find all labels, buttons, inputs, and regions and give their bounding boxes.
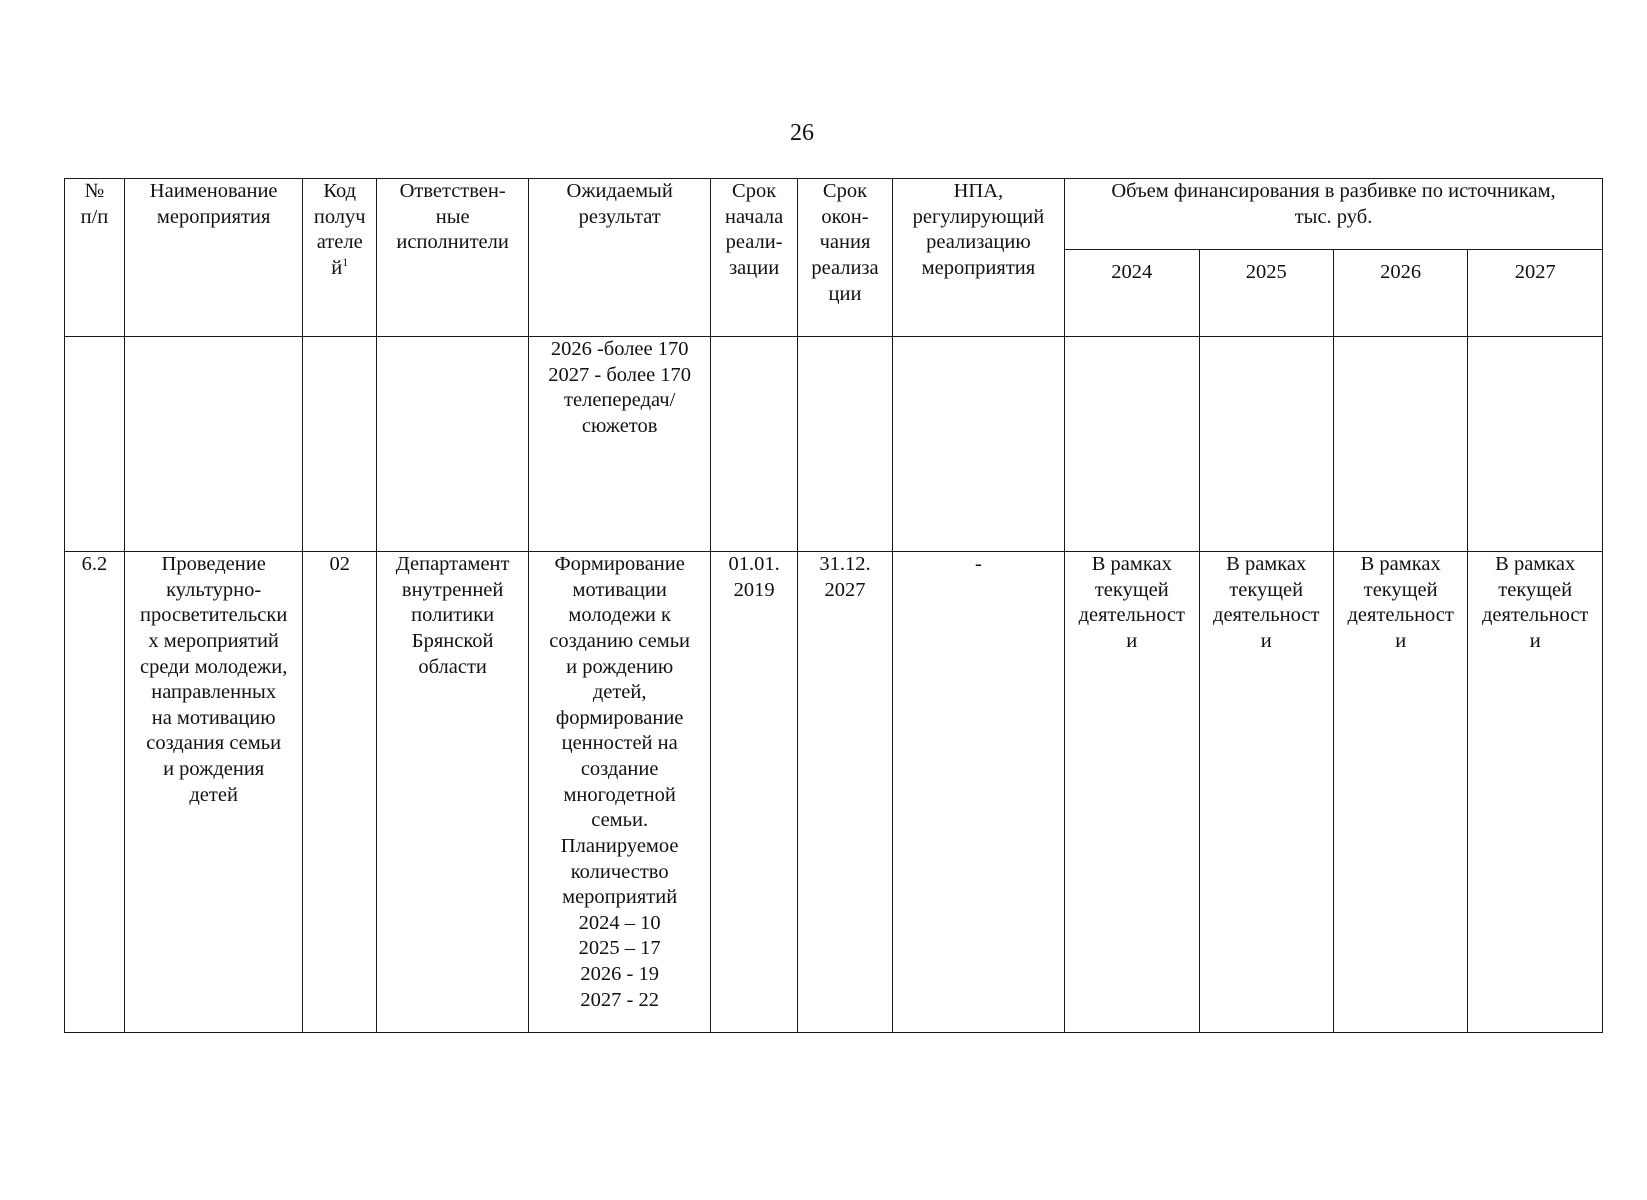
cell-empty bbox=[1333, 337, 1467, 552]
cell-result-continuation: 2026 -более 170 2027 - более 170 телепередач/ сюжетов bbox=[529, 337, 711, 552]
cell-empty bbox=[1199, 337, 1333, 552]
header-financing: Объем финансирования в разбивке по источникам, тыс. руб. bbox=[1065, 179, 1603, 250]
cell-name: Проведение культурно- просветительски х мероприятий среди молодежи, направленных на мотивацию создания семьи и рождения детей bbox=[124, 552, 303, 1033]
cell-empty bbox=[124, 337, 303, 552]
cell-empty bbox=[798, 337, 893, 552]
cell-npa: - bbox=[892, 552, 1064, 1033]
table-row-continuation bbox=[65, 337, 1603, 552]
cell-end: 31.12. 2027 bbox=[798, 552, 893, 1033]
cell-num: 6.2 bbox=[65, 552, 125, 1033]
cell-fin-2027: В рамках текущей деятельност и bbox=[1468, 552, 1603, 1033]
cell-start: 01.01. 2019 bbox=[711, 552, 798, 1033]
header-year-2025: 2025 bbox=[1199, 250, 1333, 337]
cell-empty bbox=[711, 337, 798, 552]
header-end: Срок окон- чания реализа ции bbox=[798, 179, 893, 337]
header-code-footnote: 1 bbox=[342, 255, 349, 270]
page-number: 26 bbox=[790, 120, 814, 146]
header-responsible: Ответствен- ные исполнители bbox=[376, 179, 528, 337]
table-row-6-2 bbox=[65, 552, 1603, 1033]
header-result: Ожидаемый результат bbox=[529, 179, 711, 337]
cell-empty bbox=[376, 337, 528, 552]
header-start: Срок начала реали- зации bbox=[711, 179, 798, 337]
header-name: Наименование мероприятия bbox=[124, 179, 303, 337]
measures-table bbox=[64, 178, 1603, 1033]
cell-code: 02 bbox=[303, 552, 377, 1033]
cell-empty bbox=[65, 337, 125, 552]
cell-result: Формирование мотивации молодежи к созданию семьи и рождению детей, формирование ценностей на создание многодетной семьи. Планируемое количество мероприятий 2024 – 10 2025 – 17 2026 - 19 2027 - 22 bbox=[529, 552, 711, 1033]
header-npa: НПА, регулирующий реализацию мероприятия bbox=[892, 179, 1064, 337]
cell-empty bbox=[303, 337, 377, 552]
header-num: № п/п bbox=[65, 179, 125, 337]
header-year-2027: 2027 bbox=[1468, 250, 1603, 337]
table-header-row bbox=[65, 179, 1603, 250]
cell-empty bbox=[1468, 337, 1603, 552]
cell-fin-2024: В рамках текущей деятельност и bbox=[1065, 552, 1199, 1033]
header-code-text: Код получ ателе й bbox=[313, 180, 366, 279]
cell-responsible: Департамент внутренней политики Брянской области bbox=[376, 552, 528, 1033]
header-code bbox=[303, 179, 377, 337]
header-year-2026: 2026 bbox=[1333, 250, 1467, 337]
cell-empty bbox=[892, 337, 1064, 552]
header-year-2024: 2024 bbox=[1065, 250, 1199, 337]
cell-fin-2025: В рамках текущей деятельност и bbox=[1199, 552, 1333, 1033]
cell-empty bbox=[1065, 337, 1199, 552]
cell-fin-2026: В рамках текущей деятельност и bbox=[1333, 552, 1467, 1033]
